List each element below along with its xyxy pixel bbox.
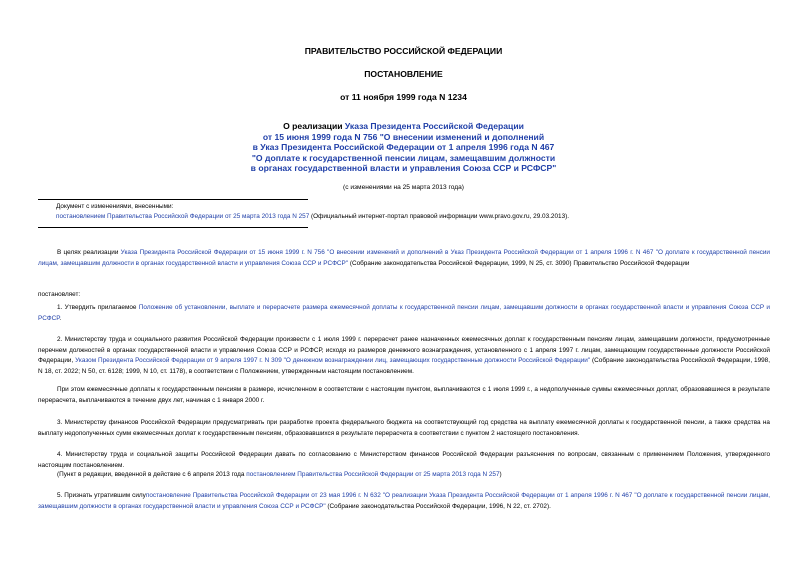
p4-amendment-link[interactable]: постановлением Правительства Российской Федерации от 25 марта 2013 года N 257 bbox=[246, 471, 500, 478]
document-type: ПОСТАНОВЛЕНИЕ bbox=[364, 69, 443, 79]
paragraph-4-note: (Пункт в редакции, введенной в действие с 6 апреля 2013 года постановлением Правительства Российской Федерации от 25 марта 2013 года N 257) bbox=[57, 471, 502, 478]
title-line-2[interactable]: от 15 июня 1999 года N 756 "О внесении изменений и дополнений bbox=[262, 131, 545, 142]
amendment-note: (с изменениями на 25 марта 2013 года) bbox=[343, 184, 464, 191]
paragraph-2: 2. Министерству труда и социального развития Российской Федерации произвести с 1 июля 1999 г. перерасчет ранее назначенных ежемесячных доплат к государственным пенсиям лицам, замещавшим должности, предусмотренные перечнем должностей в органах государственной власти и управления Союза ССР и РСФСР, исходя из размеров денежного вознаграждения, установленного с 1 апреля 1997 г. лицам, замещающим государственные должности Российской Федерации, Указом Президента Российской Федерации от 9 апреля 1997 г. N 309 "О денежном вознаграждении лиц, замещающих государственные должности Российской Федерации" (Собрание законодательства Российской Федерации, 1998, N 18, ст. 2022; N 50, ст. 6128; 1999, N 10, ст. 1178), в соответствии с Положением, утвержденным настоящим постановлением. bbox=[38, 336, 771, 375]
paragraph-3: 3. Министерству финансов Российской Федерации предусматривать при разработке проекта федерального бюджета на соответствующий год средства на выплату ежемесячной доплаты к государственной пенсии, а также средства на выплату недополученных сумм ежемесячных доплат к государственным пенсиям, образовавшихся в результате перерасчета в соответствии с пунктом 2 настоящего постановления. bbox=[38, 419, 770, 437]
paragraph-5: 5. Признать утратившим силупостановление Правительства Российской Федерации от 23 мая 1996 г. N 632 "О реализации Указа Президента Российской Федерации от 1 апреля 1996 г. N 467 "О доплате к государственной пенсии лицам, замещавшим должности в органах государственной власти и управления Союза ССР и РСФСР" (Собрание законодательства Российской Федерации, 1996, N 22, ст. 2702). bbox=[38, 492, 771, 510]
decree-word: постановляет: bbox=[38, 291, 81, 298]
amendment-label: Документ с изменениями, внесенными: bbox=[56, 203, 174, 210]
regulation-link[interactable]: Положение об установлении, выплате и перерасчете размера ежемесячной доплаты к государственной пенсии лицам, замещавшим должности в органах государственной власти и управления Союза ССР и РСФСР bbox=[38, 304, 770, 322]
divider-top bbox=[38, 199, 308, 200]
amendment-source bbox=[56, 212, 569, 222]
repealed-decree-link[interactable]: постановление Правительства Российской Федерации от 23 мая 1996 г. N 632 "О реализации Указа Президента Российской Федерации от 1 апреля 1996 г. N 467 "О доплате к государственной пенсии лицам, замещавшим должности в органах государственной власти и управления Союза ССР и РСФСР" bbox=[38, 492, 771, 510]
title-line-4[interactable]: "О доплате к государственной пенсии лицам, замещавшим должности bbox=[251, 152, 556, 163]
divider-bottom bbox=[38, 227, 308, 228]
amendment-link[interactable]: постановлением Правительства Российской Федерации от 25 марта 2013 года N 257 bbox=[56, 213, 310, 220]
amendment-tail: (Официальный интернет-портал правовой информации www.pravo.gov.ru, 29.03.2013). bbox=[309, 213, 570, 220]
document-title bbox=[0, 121, 807, 174]
decree-309-link[interactable]: Указом Президента Российской Федерации от 9 апреля 1997 г. N 309 "О денежном вознаграждении лиц, замещающих государственные должности Российской Федерации" bbox=[75, 357, 591, 365]
title-line-5[interactable]: в органах государственной власти и управления Союза ССР и РСФСР" bbox=[250, 163, 557, 174]
paragraph-2-continued: При этом ежемесячные доплаты к государственным пенсиям в размере, исчисленном в соответствии с настоящим пунктом, выплачиваются с 1 июля 1999 г., а недополученные суммы ежемесячных доплат, образовавшиеся в результате перерасчета, выплачиваются в течение двух лет, начиная с 1 января 2000 г. bbox=[38, 386, 770, 404]
document-date: от 11 ноября 1999 года N 1234 bbox=[340, 92, 467, 102]
title-line-3[interactable]: в Указ Президента Российской Федерации от 1 апреля 1996 года N 467 bbox=[252, 142, 555, 153]
intro-paragraph: В целях реализации Указа Президента Российской Федерации от 15 июня 1999 г. N 756 "О внесении изменений и дополнений в Указ Президента Российской Федерации от 1 апреля 1996 г. N 467 "О доплате к государственной пенсии лицам, замещавшим должности в органах государственной власти и управления Союза ССР и РСФСР" (Собрание законодательства Российской Федерации, 1999, N 25, ст. 3090) Правительство Российской Федерации bbox=[38, 249, 770, 267]
title-prefix: О реализации bbox=[283, 121, 345, 131]
intro-decree-link[interactable]: Указа Президента Российской Федерации от 15 июня 1999 г. N 756 "О внесении изменений и дополнений в Указ Президента Российской Федерации от 1 апреля 1996 г. N 467 "О доплате к государственной пенсии лицам, замещавшим должности в органах государственной власти и управления Союза ССР и РСФСР" bbox=[38, 249, 770, 267]
title-decree-link[interactable]: Указа Президента Российской Федерации bbox=[344, 121, 524, 131]
paragraph-1: 1. Утвердить прилагаемое Положение об установлении, выплате и перерасчете размера ежемесячной доплаты к государственной пенсии лицам, замещавшим должности в органах государственной власти и управления Союза ССР и РСФСР. bbox=[38, 304, 770, 322]
issuing-authority: ПРАВИТЕЛЬСТВО РОССИЙСКОЙ ФЕДЕРАЦИИ bbox=[304, 46, 503, 56]
paragraph-4: 4. Министерству труда и социальной защиты Российской Федерации давать по согласованию с Министерством финансов Российской Федерации разъяснения по вопросам, связанным с применением Положения, утвержденного настоящим постановлением. bbox=[38, 451, 770, 469]
